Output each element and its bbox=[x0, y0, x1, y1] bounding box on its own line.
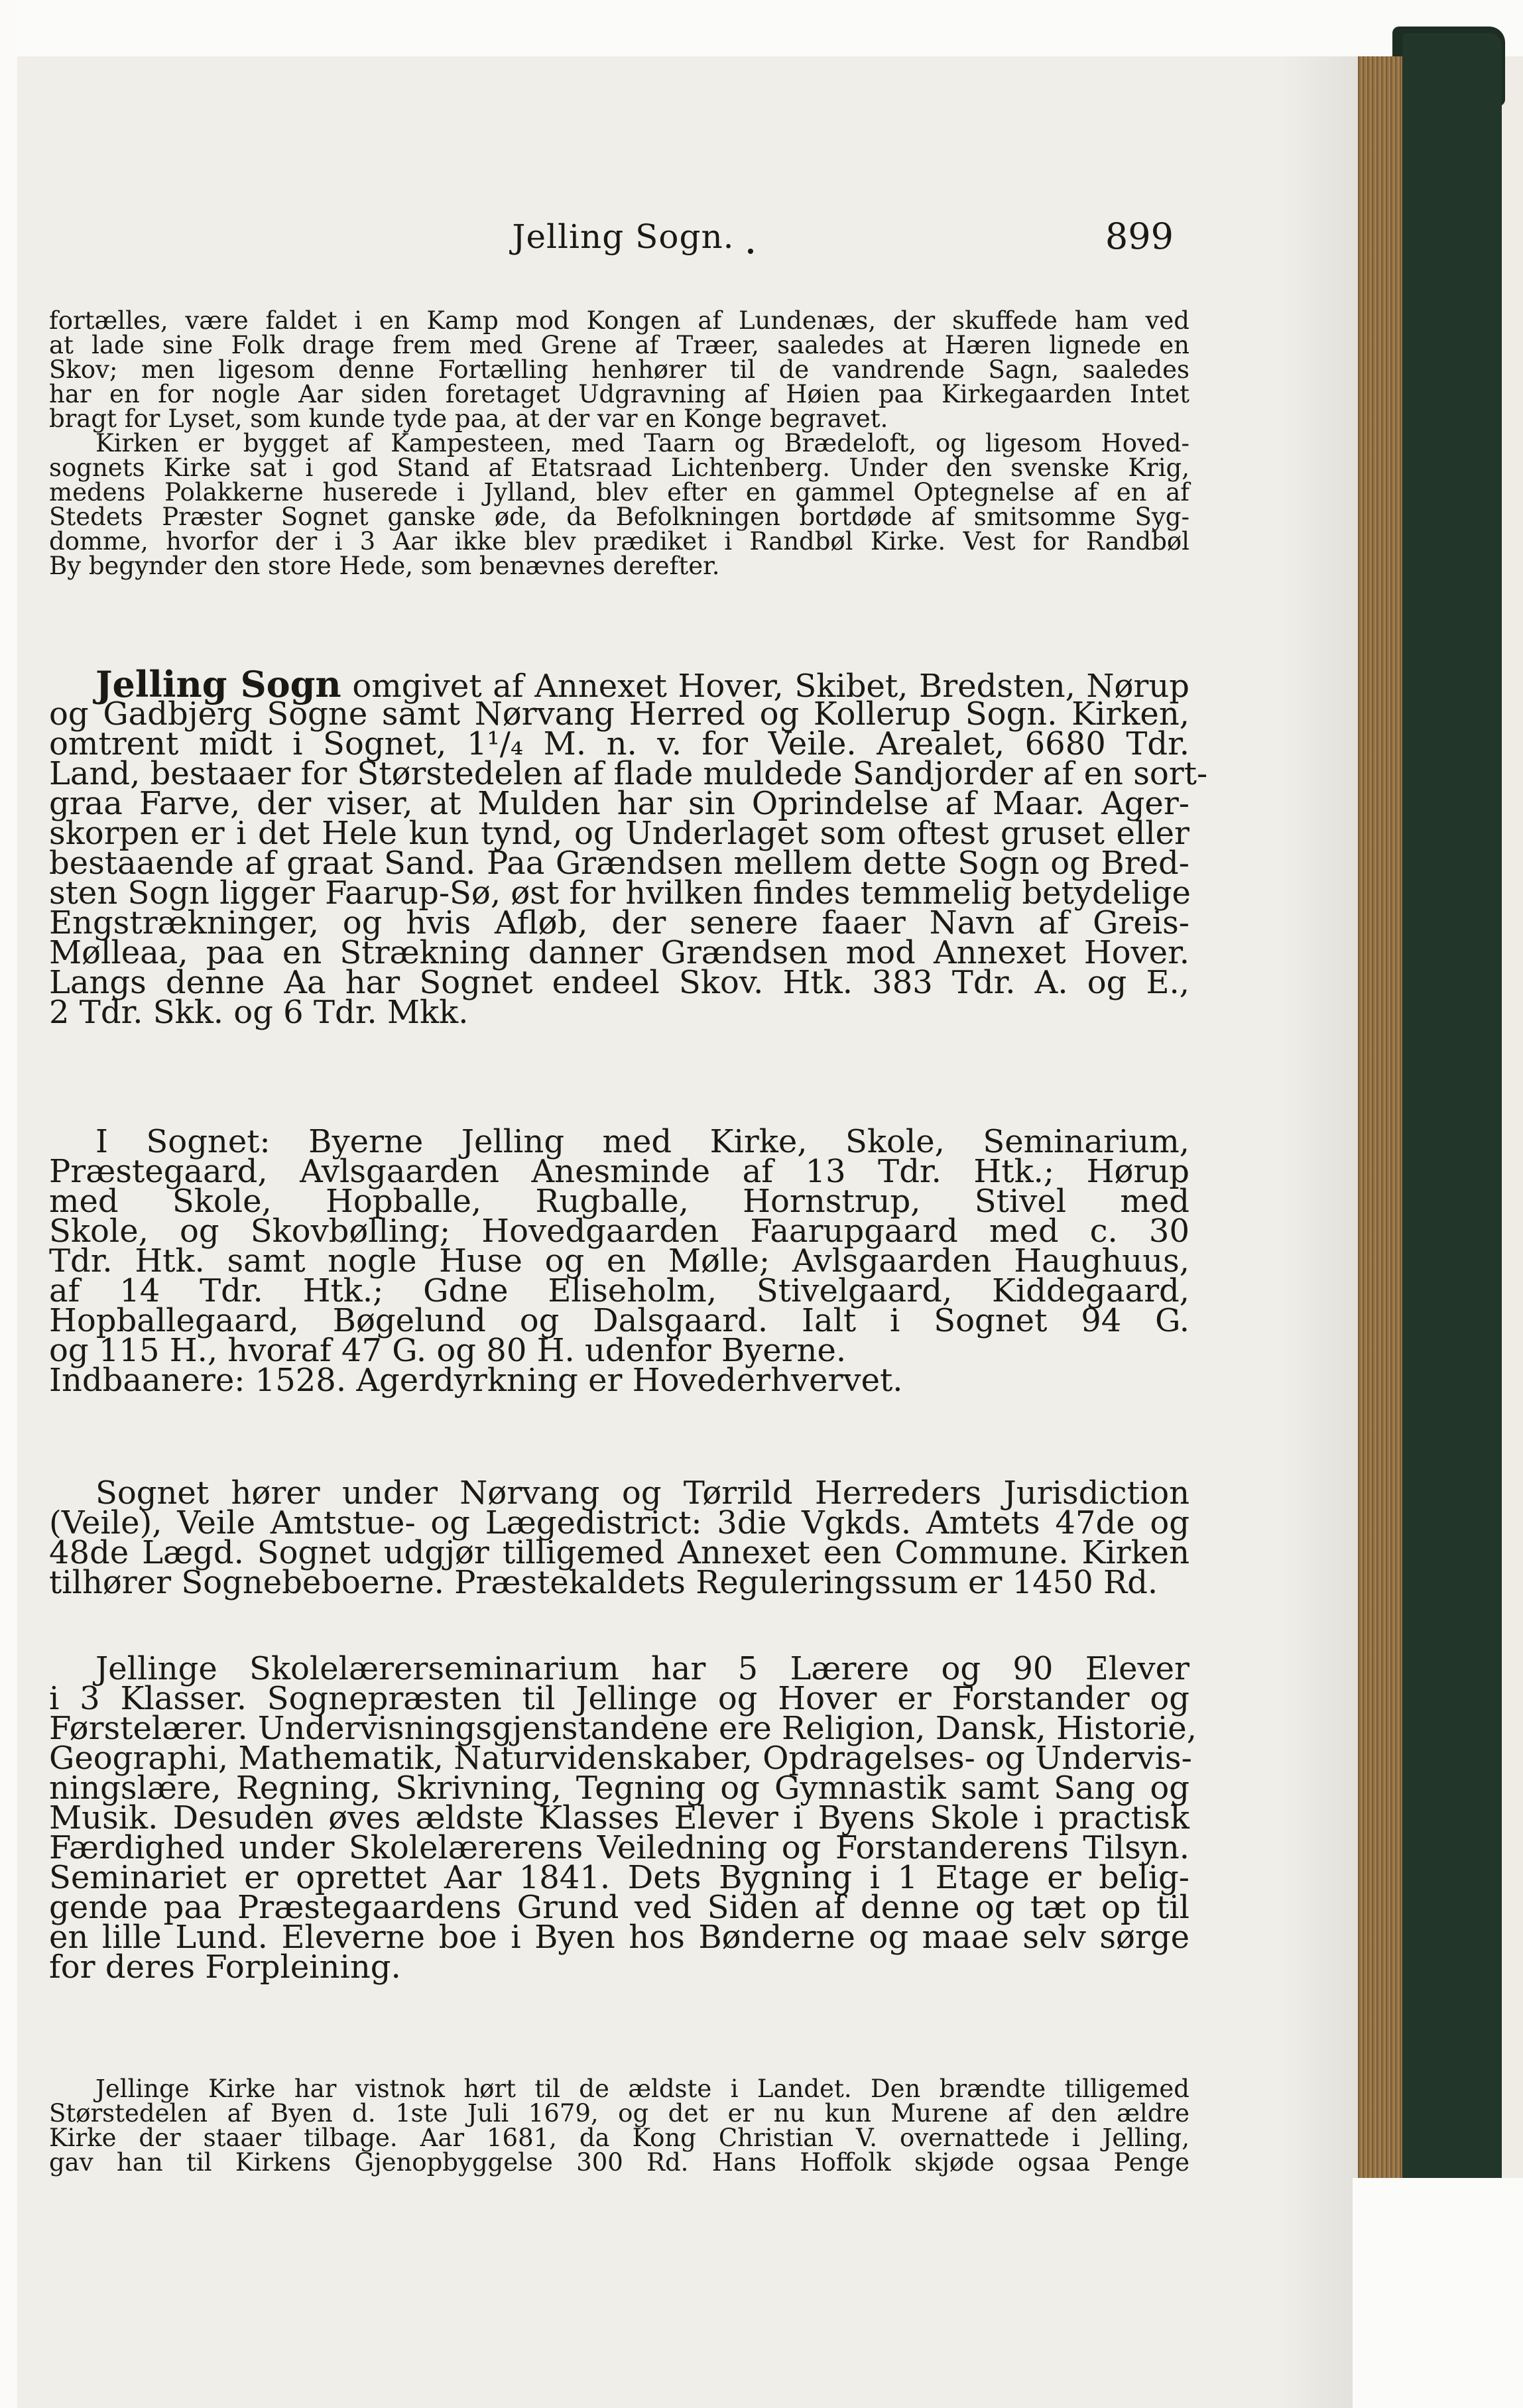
text-line: for deres Forpleining. bbox=[49, 1949, 401, 1986]
text-line: Musik. Desuden øves ældste Klasses Elever i Byens Skole i practisk bbox=[49, 1799, 1189, 1836]
text-line: Indbaanere: 1528. Agerdyrkning er Hovederhvervet. bbox=[49, 1362, 903, 1399]
text-line: sognets Kirke sat i god Stand af Etatsraad Lichtenberg. Under den svenske Krig, bbox=[49, 453, 1189, 482]
section-heading: Jelling Sogn bbox=[95, 663, 341, 705]
text-line: fortælles, være faldet i en Kamp mod Kongen af Lundenæs, der skuffede ham ved bbox=[49, 306, 1189, 335]
text-line: 48de Lægd. Sognet udgjør tilligemed Annexet een Commune. Kirken bbox=[49, 1534, 1189, 1571]
header-dot bbox=[748, 249, 753, 254]
paragraph-kirken bbox=[49, 431, 1189, 578]
text-line: I Sognet: Byerne Jelling med Kirke, Skole, Seminarium, bbox=[95, 1123, 1189, 1160]
text-line: Sognet hører under Nørvang og Tørrild Herreders Jurisdiction bbox=[95, 1475, 1189, 1512]
text-line: (Veile), Veile Amtstue- og Lægedistrict: 3die Vgkds. Amtets 47de og bbox=[49, 1504, 1189, 1541]
scan-top-margin bbox=[0, 0, 1523, 56]
text-line: Kirke der staaer tilbage. Aar 1681, da Kong Christian V. overnattede i Jelling, bbox=[49, 2124, 1189, 2152]
paragraph-herred bbox=[49, 1475, 1189, 1601]
scan-left-margin bbox=[0, 0, 17, 2408]
scan-bottom-margin bbox=[1353, 2178, 1523, 2408]
text-line: medens Polakkerne huserede i Jylland, blev efter en gammel Optegnelse af en af bbox=[49, 478, 1189, 507]
text-line: Land, bestaaer for Størstedelen af flade muldede Sandjorder af en sort- bbox=[49, 755, 1208, 792]
text-line: i 3 Klasser. Sognepræsten til Jellinge og Hover er Forstander og bbox=[49, 1680, 1189, 1717]
text-line: 2 Tdr. Skk. og 6 Tdr. Mkk. bbox=[49, 994, 469, 1031]
page-number: 899 bbox=[1105, 215, 1174, 257]
text-line: en lille Lund. Eleverne boe i Byen hos Bønderne og maae selv sørge bbox=[49, 1919, 1189, 1956]
text-line: omtrent midt i Sognet, 1¹/₄ M. n. v. for Veile. Arealet, 6680 Tdr. bbox=[49, 725, 1189, 762]
text-line: og 115 H., hvoraf 47 G. og 80 H. udenfor Byerne. bbox=[49, 1332, 847, 1369]
page-gutter-shadow bbox=[1280, 56, 1358, 2408]
text-line: Engstrækninger, og hvis Afløb, der senere faaer Navn af Greis- bbox=[49, 904, 1189, 941]
text-line: Størstedelen af Byen d. 1ste Juli 1679, og det er nu kun Murene af den ældre bbox=[49, 2099, 1189, 2128]
text-line: graa Farve, der viser, at Mulden har sin Oprindelse af Maar. Ager- bbox=[49, 785, 1189, 822]
paragraph-footnote bbox=[49, 2077, 1189, 2175]
text-line: domme, hvorfor der i 3 Aar ikke blev prædiket i Randbøl Kirke. Vest for Randbøl bbox=[49, 527, 1189, 556]
text-line: Tdr. Htk. samt nogle Huse og en Mølle; Avlsgaarden Haughuus, bbox=[49, 1242, 1189, 1280]
text-line: af 14 Tdr. Htk.; Gdne Eliseholm, Stivelgaard, Kiddegaard, bbox=[49, 1272, 1189, 1309]
text-line: By begynder den store Hede, som benævnes derefter. bbox=[49, 552, 720, 580]
book-cover bbox=[1402, 33, 1502, 2241]
text-line: har en for nogle Aar siden foretaget Udgravning af Høien paa Kirkegaarden Intet bbox=[49, 380, 1189, 408]
text-line: at lade sine Folk drage frem med Grene af Træer, saaledes at Hæren lignede en bbox=[49, 331, 1189, 359]
text-line: bestaaende af graat Sand. Paa Grændsen mellem dette Sogn og Bred- bbox=[49, 845, 1189, 882]
text-line: Jellinge Kirke har vistnok hørt til de ældste i Landet. Den brændte tilligemed bbox=[95, 2075, 1189, 2103]
text-line: sten Sogn ligger Faarup-Sø, øst for hvilken findes temmelig betydelige bbox=[49, 874, 1191, 912]
paragraph-sognet bbox=[49, 1123, 1189, 1399]
text-line: Førstelærer. Undervisningsgjenstandene ere Religion, Dansk, Historie, bbox=[49, 1710, 1197, 1747]
text-line: Færdighed under Skolelærerens Veiledning og Forstanderens Tilsyn. bbox=[49, 1829, 1189, 1866]
text-line: gende paa Præstegaardens Grund ved Siden af denne og tæt op til bbox=[49, 1889, 1189, 1926]
paragraph-seminar bbox=[49, 1650, 1197, 1986]
text-line: Præstegaard, Avlsgaarden Anesminde af 13 Tdr. Htk.; Hørup bbox=[49, 1153, 1189, 1190]
running-header: Jelling Sogn. bbox=[512, 217, 735, 256]
paragraph-top bbox=[49, 308, 1189, 431]
paragraph-main bbox=[49, 663, 1208, 1031]
text-line: Mølleaa, paa en Strækning danner Grændsen mod Annexet Hover. bbox=[49, 934, 1189, 971]
text-line: Skole, og Skovbølling; Hovedgaarden Faarupgaard med c. 30 bbox=[49, 1213, 1189, 1250]
text-line-rest: omgivet af Annexet Hover, Skibet, Bredsten, Nørup bbox=[352, 668, 1189, 705]
text-line: Hopballegaard, Bøgelund og Dalsgaard. Ialt i Sognet 94 G. bbox=[49, 1302, 1189, 1339]
text-line: og Gadbjerg Sogne samt Nørvang Herred og Kollerup Sogn. Kirken, bbox=[49, 695, 1189, 733]
text-line: Kirken er bygget af Kampesteen, med Taarn og Brædeloft, og ligesom Hoved- bbox=[95, 429, 1189, 457]
text-line: Skov; men ligesom denne Fortælling henhører til de vandrende Sagn, saaledes bbox=[49, 355, 1189, 384]
text-line: Jellinge Skolelærerseminarium har 5 Lærere og 90 Elever bbox=[95, 1650, 1189, 1687]
text-line: tilhører Sognebeboerne. Præstekaldets Reguleringssum er 1450 Rd. bbox=[49, 1564, 1158, 1601]
text-line: ningslære, Regning, Skrivning, Tegning og Gymnastik samt Sang og bbox=[49, 1770, 1189, 1807]
text-line: gav han til Kirkens Gjenopbyggelse 300 Rd. Hans Hoffolk skjøde ogsaa Penge bbox=[49, 2148, 1189, 2177]
text-line: skorpen er i det Hele kun tynd, og Underlaget som oftest gruset eller bbox=[49, 815, 1189, 852]
text-line: med Skole, Hopballe, Rugballe, Hornstrup, Stivel med bbox=[49, 1183, 1189, 1220]
text-line: Stedets Præster Sognet ganske øde, da Befolkningen bortdøde af smitsomme Syg- bbox=[49, 503, 1189, 531]
text-line: Geographi, Mathematik, Naturvidenskaber, Opdragelses- og Undervis- bbox=[49, 1740, 1192, 1777]
text-line: Langs denne Aa har Sognet endeel Skov. Htk. 383 Tdr. A. og E., bbox=[49, 964, 1189, 1001]
text-line: Seminariet er oprettet Aar 1841. Dets Bygning i 1 Etage er belig- bbox=[49, 1859, 1189, 1896]
text-line: bragt for Lyset, som kunde tyde paa, at der var en Konge begravet. bbox=[49, 404, 888, 433]
